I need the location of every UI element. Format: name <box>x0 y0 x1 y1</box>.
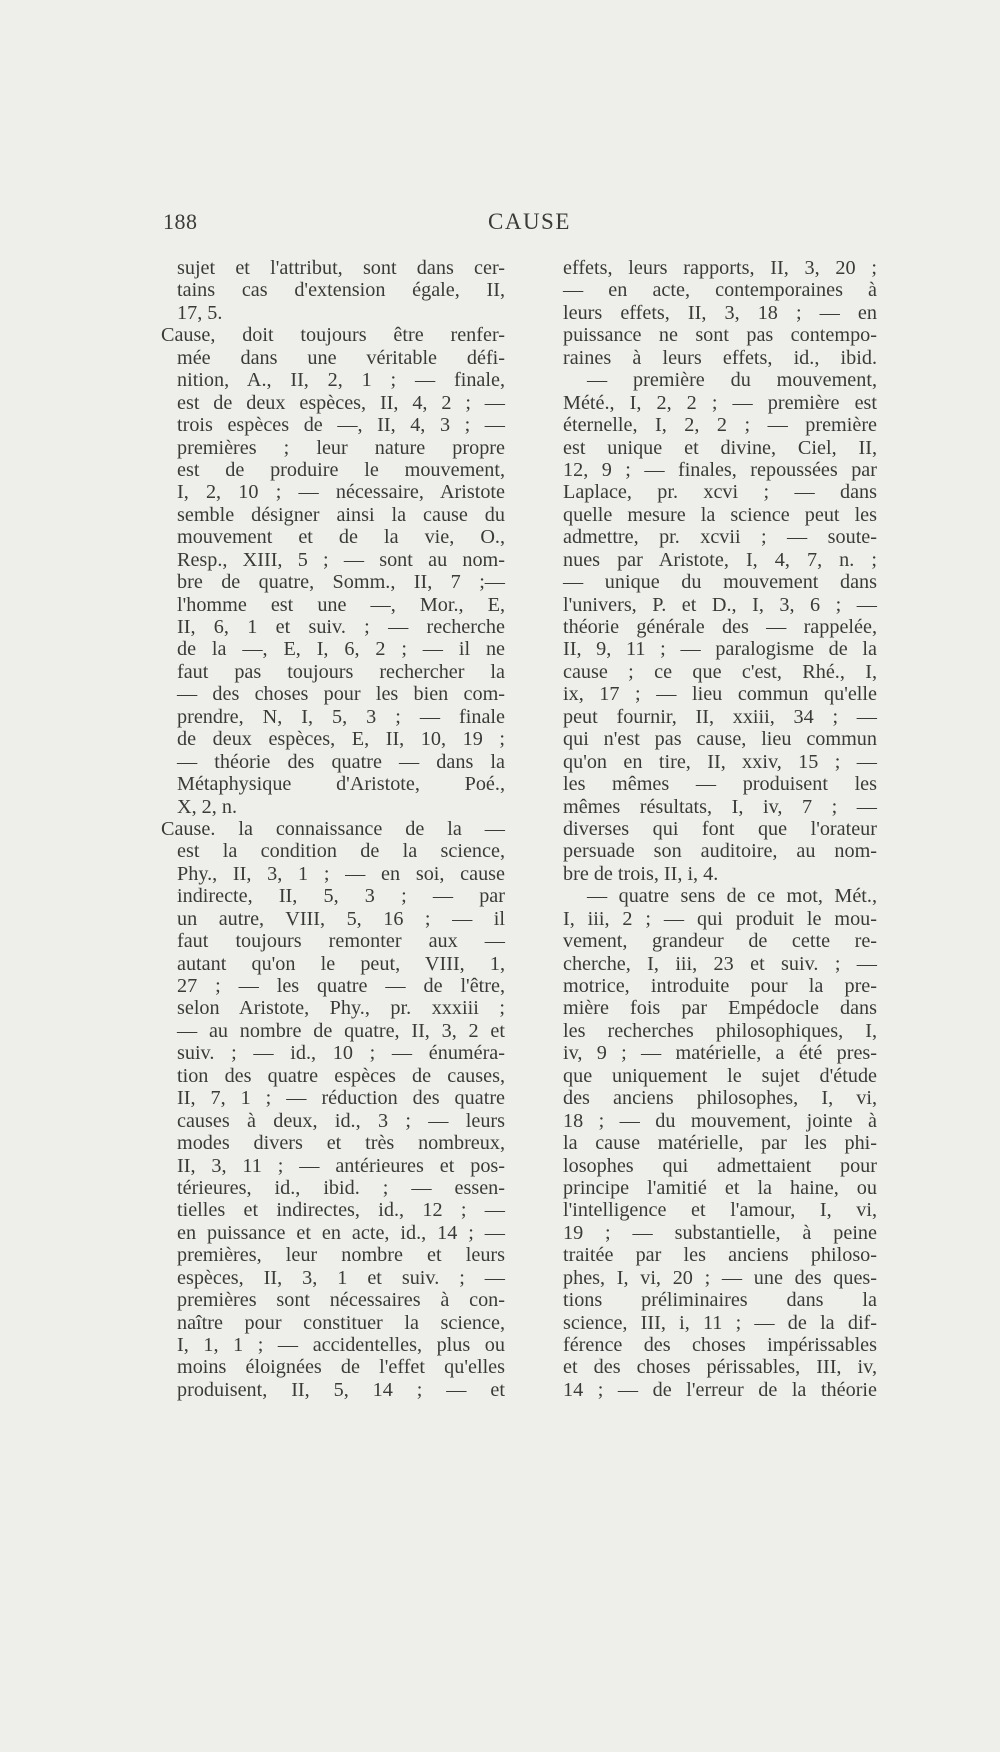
text-line: 17, 5. <box>177 301 223 324</box>
text-line: prendre, N, I, 5, 3 ; — finale <box>177 705 505 728</box>
text-line: tion des quatre espèces de causes, <box>177 1064 505 1087</box>
text-line: modes divers et très nombreux, <box>177 1132 505 1155</box>
text-line: — théorie des quatre — dans la <box>177 750 505 773</box>
text-line: principe l'amitié et la haine, ou <box>563 1176 877 1199</box>
text-line: Phy., II, 3, 1 ; — en soi, cause <box>177 862 505 885</box>
text-line: peut fournir, II, xxiii, 34 ; — <box>563 705 877 728</box>
text-line: semble désigner ainsi la cause du <box>177 503 505 526</box>
text-line: Resp., XIII, 5 ; — sont au nom- <box>177 548 505 571</box>
text-line: vement, grandeur de cette re- <box>563 930 877 953</box>
text-line: moins éloignées de l'effet qu'elles <box>177 1356 505 1379</box>
text-line: premières, leur nombre et leurs <box>177 1244 505 1267</box>
text-line: — des choses pour les bien com- <box>177 683 505 706</box>
text-line: faut toujours remonter aux — <box>177 930 505 953</box>
text-line: est la condition de la science, <box>177 840 505 863</box>
text-line: bre de quatre, Somm., II, 7 ;— <box>177 571 505 594</box>
text-line: qu'on en tire, II, xxiv, 15 ; — <box>563 750 877 773</box>
text-line: traitée par les anciens philoso- <box>563 1244 877 1267</box>
text-line: des anciens philosophes, I, vi, <box>563 1087 877 1110</box>
text-line: faut pas toujours rechercher la <box>177 660 505 683</box>
text-line: — quatre sens de ce mot, Mét., <box>587 885 877 908</box>
text-line: raines à leurs effets, id., ibid. <box>563 346 877 369</box>
text-line: I, 1, 1 ; — accidentelles, plus ou <box>177 1334 505 1356</box>
text-line: — unique du mouvement dans <box>563 571 877 594</box>
text-line: — au nombre de quatre, II, 3, 2 et <box>177 1019 505 1042</box>
text-line: 18 ; — du mouvement, jointe à <box>563 1109 877 1132</box>
left-column <box>161 257 505 1401</box>
text-line: admettre, pr. xcvii ; — soute- <box>563 526 877 549</box>
text-line: persuade son auditoire, au nom- <box>563 840 877 863</box>
text-line: trois espèces de —, II, 4, 3 ; — <box>177 414 505 437</box>
running-title: CAUSE <box>488 209 571 234</box>
text-line: qui n'est pas cause, lieu commun <box>563 728 877 751</box>
text-line: produisent, II, 5, 14 ; — et <box>177 1378 505 1401</box>
text-line: de la —, E, I, 6, 2 ; — il ne <box>177 638 505 661</box>
text-line: selon Aristote, Phy., pr. xxxiii ; <box>177 997 505 1020</box>
text-line: sujet et l'attribut, sont dans cer- <box>177 257 505 279</box>
page-number: 188 <box>163 209 198 234</box>
text-line: quelle mesure la science peut les <box>563 503 877 526</box>
text-line: losophes qui admettaient pour <box>563 1154 877 1177</box>
text-line: Cause. la connaissance de la — <box>161 817 505 840</box>
text-line: I, 2, 10 ; — nécessaire, Aristote <box>177 481 505 504</box>
text-line: férence des choses impérissables <box>563 1334 877 1356</box>
text-line: 12, 9 ; — finales, repoussées par <box>563 458 877 481</box>
text-line: Cause, doit toujours être renfer- <box>161 324 505 347</box>
right-column <box>563 257 877 1401</box>
text-line: premières ; leur nature propre <box>177 436 505 459</box>
text-line: I, iii, 2 ; — qui produit le mou- <box>563 907 877 930</box>
text-line: un autre, VIII, 5, 16 ; — il <box>177 907 505 930</box>
text-line: est de produire le mouvement, <box>177 458 505 481</box>
text-line: science, III, i, 11 ; — de la dif- <box>563 1311 877 1334</box>
text-line: les recherches philosophiques, I, <box>563 1019 877 1042</box>
text-line: 14 ; — de l'erreur de la théorie <box>563 1378 877 1401</box>
text-line: que uniquement le sujet d'étude <box>563 1064 877 1087</box>
text-line: mêmes résultats, I, iv, 7 ; — <box>563 795 877 818</box>
text-line: mouvement et de la vie, O., <box>177 526 505 549</box>
text-line: II, 9, 11 ; — paralogisme de la <box>563 638 877 661</box>
text-line: tions préliminaires dans la <box>563 1289 877 1312</box>
text-line: tains cas d'extension égale, II, <box>177 279 505 302</box>
text-line: éternelle, I, 2, 2 ; — première <box>563 414 877 437</box>
text-line: Mété., I, 2, 2 ; — première est <box>563 391 877 414</box>
text-line: iv, 9 ; — matérielle, a été pres- <box>563 1042 877 1065</box>
text-line: naître pour constituer la science, <box>177 1311 505 1334</box>
text-line: leurs effets, II, 3, 18 ; — en <box>563 301 877 324</box>
text-line: 19 ; — substantielle, à peine <box>563 1221 877 1244</box>
text-line: nition, A., II, 2, 1 ; — finale, <box>177 369 505 392</box>
text-line: mière fois par Empédocle dans <box>563 997 877 1020</box>
text-line: mée dans une véritable défi- <box>177 346 505 369</box>
text-line: est unique et divine, Ciel, II, <box>563 436 877 459</box>
text-line: Métaphysique d'Aristote, Poé., <box>177 773 505 796</box>
text-line: la cause matérielle, par les phi- <box>563 1132 877 1155</box>
text-line: bre de trois, II, i, 4. <box>563 862 719 885</box>
text-line: Laplace, pr. xcvi ; — dans <box>563 481 877 504</box>
text-line: diverses qui font que l'orateur <box>563 817 877 840</box>
text-line: ix, 17 ; — lieu commun qu'elle <box>563 683 877 706</box>
text-line: X, 2, n. <box>177 795 238 818</box>
text-line: l'homme est une —, Mor., E, <box>177 593 505 616</box>
text-line: motrice, introduite pour la pre- <box>563 975 877 997</box>
text-line: tielles et indirectes, id., 12 ; — <box>177 1199 505 1222</box>
text-line: phes, I, vi, 20 ; — une des ques- <box>563 1266 877 1289</box>
text-line: de deux espèces, E, II, 10, 19 ; <box>177 728 505 751</box>
text-line: en puissance et en acte, id., 14 ; — <box>177 1221 505 1244</box>
text-line: cause ; ce que c'est, Rhé., I, <box>563 660 877 683</box>
text-line: cherche, I, iii, 23 et suiv. ; — <box>563 952 877 975</box>
text-line: causes à deux, id., 3 ; — leurs <box>177 1109 505 1132</box>
text-line: suiv. ; — id., 10 ; — énuméra- <box>177 1042 505 1065</box>
text-line: — en acte, contemporaines à <box>563 279 877 302</box>
text-line: nues par Aristote, I, 4, 7, n. ; <box>563 548 877 571</box>
text-line: 27 ; — les quatre — de l'être, <box>177 975 505 997</box>
text-line: est de deux espèces, II, 4, 2 ; — <box>177 391 505 414</box>
text-line: l'intelligence et l'amour, I, vi, <box>563 1199 877 1222</box>
text-line: — première du mouvement, <box>587 369 877 392</box>
text-line: les mêmes — produisent les <box>563 773 877 796</box>
text-line: espèces, II, 3, 1 et suiv. ; — <box>177 1266 505 1289</box>
text-line: II, 7, 1 ; — réduction des quatre <box>177 1087 505 1110</box>
text-line: premières sont nécessaires à con- <box>177 1289 505 1312</box>
text-line: effets, leurs rapports, II, 3, 20 ; <box>563 257 877 279</box>
text-line: II, 3, 11 ; — antérieures et pos- <box>177 1154 505 1177</box>
text-line: théorie générale des — rappelée, <box>563 616 877 638</box>
text-line: térieures, id., ibid. ; — essen- <box>177 1176 505 1199</box>
text-line: indirecte, II, 5, 3 ; — par <box>177 885 505 908</box>
text-line: puissance ne sont pas contempo- <box>563 324 877 347</box>
text-line: autant qu'on le peut, VIII, 1, <box>177 952 505 975</box>
text-line: et des choses périssables, III, iv, <box>563 1356 877 1379</box>
text-line: l'univers, P. et D., I, 3, 6 ; — <box>563 593 877 616</box>
text-line: II, 6, 1 et suiv. ; — recherche <box>177 616 505 638</box>
